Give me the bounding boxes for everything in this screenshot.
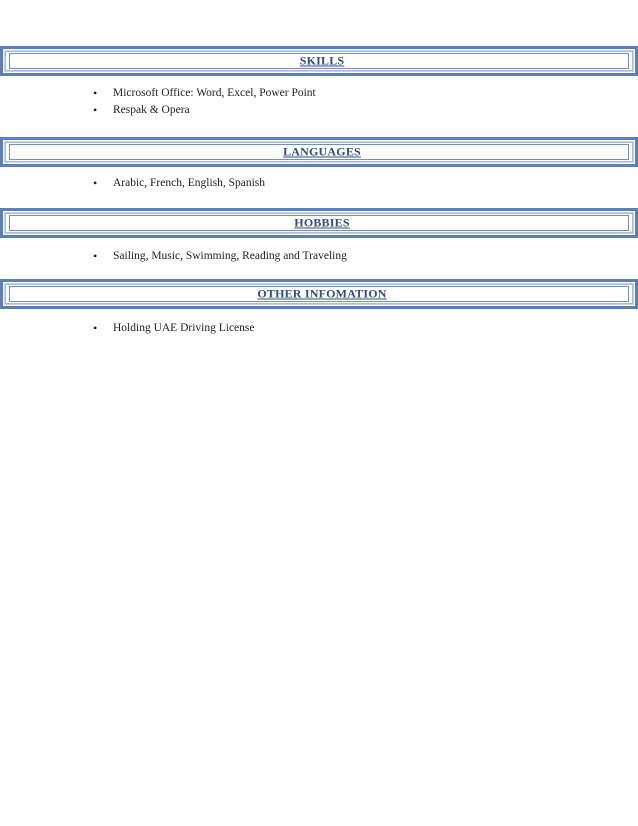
other-info-heading: OTHER INFOMATION bbox=[257, 286, 387, 301]
hobby-text: Sailing, Music, Swimming, Reading and Traveling bbox=[113, 250, 347, 262]
skill-text: Microsoft Office: Word, Excel, Power Point bbox=[113, 87, 316, 99]
bullet-icon: • bbox=[93, 249, 98, 263]
language-text: Arabic, French, English, Spanish bbox=[113, 177, 266, 189]
bullet-icon: • bbox=[93, 86, 98, 100]
skills-heading: SKILLS bbox=[299, 53, 345, 68]
hobbies-header-bar bbox=[0, 208, 638, 238]
skill-text: Respak & Opera bbox=[113, 103, 190, 116]
skills-header-bar bbox=[0, 46, 638, 76]
bullet-icon: • bbox=[93, 176, 98, 190]
other-info-text: Holding UAE Driving License bbox=[113, 322, 255, 334]
bullet-icon: • bbox=[93, 102, 98, 117]
bullet-icon: • bbox=[93, 321, 98, 335]
hobbies-heading: HOBBIES bbox=[294, 215, 350, 230]
other-info-header-bar bbox=[0, 279, 638, 309]
languages-header-bar bbox=[0, 137, 638, 167]
languages-heading: LANGUAGES bbox=[283, 144, 361, 159]
